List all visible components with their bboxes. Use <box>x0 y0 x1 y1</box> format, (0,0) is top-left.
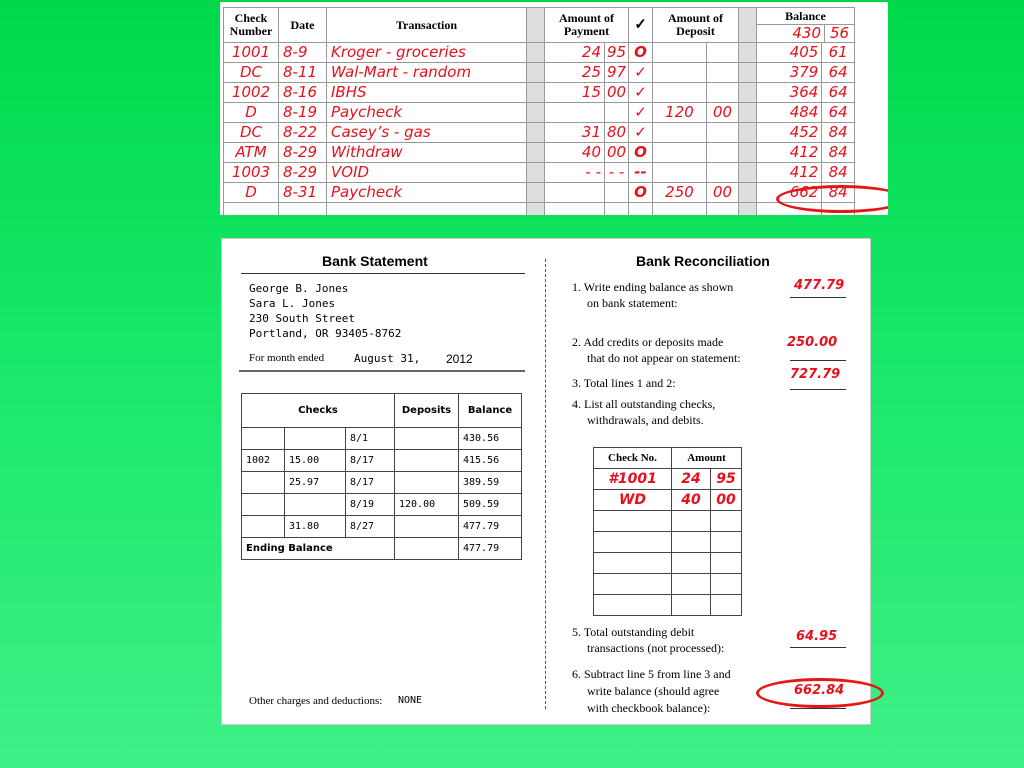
outstanding-cell-c <box>711 574 742 595</box>
divider <box>239 370 525 372</box>
register-cell-bal-c: 61 <box>822 43 855 63</box>
step5-line1: 5. Total outstanding debit <box>572 625 695 639</box>
register-cell-bal-c: 64 <box>822 63 855 83</box>
statement-row <box>242 450 522 472</box>
statement-cell-balance: 477.79 <box>459 516 522 538</box>
statement-body <box>242 428 522 538</box>
ending-balance-value: 477.79 <box>459 538 522 560</box>
statement-row <box>242 516 522 538</box>
register-cell-desc: Withdraw <box>327 143 527 163</box>
register-cell-pay-d: 25 <box>545 63 605 83</box>
register-cell-pay-d <box>545 183 605 203</box>
statement-cell-num <box>242 516 285 538</box>
header-balance: Balance <box>459 394 522 428</box>
register-cell-pay-d: - - <box>545 163 605 183</box>
register-cell-date: 8-11 <box>279 63 327 83</box>
step2-line1: 2. Add credits or deposits made <box>572 335 724 349</box>
gray-spacer <box>527 123 545 143</box>
register-cell-dep-c <box>707 163 739 183</box>
register-cell-pay-c: 00 <box>605 143 629 163</box>
register-cell-dep-d <box>653 43 707 63</box>
answer-line2: 250.00 <box>787 335 838 350</box>
step6-line1: 6. Subtract line 5 from line 3 and <box>572 667 731 681</box>
other-charges-value: NONE <box>398 695 423 706</box>
register-cell-desc: Kroger - groceries <box>327 43 527 63</box>
register-cell-dep-c <box>707 63 739 83</box>
gray-spacer <box>739 8 757 43</box>
header-amount: Amount <box>672 448 742 469</box>
statement-cell-amount <box>285 428 346 450</box>
statement-title: Bank Statement <box>322 253 428 269</box>
register-cell-dep-c: 00 <box>707 103 739 123</box>
header-balance: Balance 430 56 <box>757 8 855 43</box>
outstanding-cell-c: 95 <box>711 469 742 490</box>
register-cell-mark: O <box>629 143 653 163</box>
outstanding-cell-d <box>672 532 711 553</box>
statement-row <box>242 494 522 516</box>
statement-cell-num <box>242 472 285 494</box>
statement-row <box>242 428 522 450</box>
answer-line <box>790 389 846 390</box>
answer-line6: 662.84 <box>794 683 845 698</box>
header-deposits: Deposits <box>395 394 459 428</box>
register-cell-bal-c: 84 <box>822 123 855 143</box>
register-row <box>224 103 855 123</box>
outstanding-table <box>593 447 742 616</box>
register-cell-mark: ✓ <box>629 103 653 123</box>
gray-spacer <box>739 63 757 83</box>
statement-year: 2012 <box>446 352 473 366</box>
header-payment: Amount of Payment <box>545 8 629 43</box>
header-check-mark: ✓ <box>629 8 653 43</box>
gray-spacer <box>739 163 757 183</box>
empty-cell <box>739 203 757 216</box>
address-line-1: George B. Jones <box>249 282 349 295</box>
statement-cell-deposit <box>395 516 459 538</box>
statement-cell-deposit <box>395 428 459 450</box>
statement-cell-balance: 415.56 <box>459 450 522 472</box>
empty-cell <box>527 203 545 216</box>
empty-cell <box>279 203 327 216</box>
gray-spacer <box>527 43 545 63</box>
answer-highlight-oval <box>756 678 884 708</box>
register-table <box>223 7 855 215</box>
answer-line <box>790 297 846 298</box>
register-cell-pay-c: 80 <box>605 123 629 143</box>
register-cell-check: 1001 <box>224 43 279 63</box>
register-cell-date: 8-22 <box>279 123 327 143</box>
outstanding-cell-c: 00 <box>711 490 742 511</box>
gray-spacer <box>527 8 545 43</box>
statement-cell-amount: 15.00 <box>285 450 346 472</box>
check-register <box>220 2 888 215</box>
register-cell-dep-d: 120 <box>653 103 707 123</box>
statement-cell-date: 8/27 <box>346 516 395 538</box>
step3: 3. Total lines 1 and 2: <box>572 376 676 390</box>
empty-cell <box>327 203 527 216</box>
other-charges-label: Other charges and deductions: <box>249 695 383 707</box>
outstanding-cell-no <box>594 595 672 616</box>
register-cell-check: DC <box>224 63 279 83</box>
register-cell-dep-d <box>653 123 707 143</box>
register-cell-bal-d: 452 <box>757 123 822 143</box>
register-cell-check: D <box>224 103 279 123</box>
header-date: Date <box>279 8 327 43</box>
register-cell-pay-d: 31 <box>545 123 605 143</box>
register-cell-bal-c: 84 <box>822 143 855 163</box>
gray-spacer <box>739 143 757 163</box>
register-cell-pay-c: - - <box>605 163 629 183</box>
gray-spacer <box>527 83 545 103</box>
register-cell-bal-c: 84 <box>822 183 855 203</box>
gray-spacer <box>527 183 545 203</box>
header-checks: Checks <box>242 394 395 428</box>
register-cell-desc: Paycheck <box>327 103 527 123</box>
statement-cell-deposit <box>395 472 459 494</box>
register-cell-date: 8-9 <box>279 43 327 63</box>
step2-line2: that do not appear on statement: <box>587 351 741 365</box>
outstanding-cell-no <box>594 532 672 553</box>
outstanding-cell-d <box>672 553 711 574</box>
statement-cell-amount <box>285 494 346 516</box>
empty-cell <box>629 203 653 216</box>
register-cell-dep-c: 00 <box>707 183 739 203</box>
statement-table <box>241 393 522 560</box>
address-line-3: 230 South Street <box>249 312 355 325</box>
register-cell-pay-d: 15 <box>545 83 605 103</box>
header-check-number: Check Number <box>224 8 279 43</box>
gray-spacer <box>739 103 757 123</box>
gray-spacer <box>739 123 757 143</box>
register-cell-pay-c: 97 <box>605 63 629 83</box>
register-cell-bal-c: 64 <box>822 103 855 123</box>
register-cell-dep-d <box>653 163 707 183</box>
outstanding-row <box>594 574 742 595</box>
ending-balance-label: Ending Balance <box>242 538 395 560</box>
register-cell-check: DC <box>224 123 279 143</box>
empty-cell <box>224 203 279 216</box>
reconciliation-title: Bank Reconciliation <box>636 253 770 269</box>
outstanding-body <box>594 469 742 616</box>
answer-line1: 477.79 <box>794 278 845 293</box>
statement-cell-balance: 430.56 <box>459 428 522 450</box>
gray-spacer <box>527 103 545 123</box>
answer-line <box>790 360 846 361</box>
answer-line5: 64.95 <box>796 629 838 644</box>
outstanding-cell-c <box>711 511 742 532</box>
register-cell-pay-d: 24 <box>545 43 605 63</box>
outstanding-row <box>594 469 742 490</box>
statement-cell-balance: 509.59 <box>459 494 522 516</box>
register-cell-bal-d: 379 <box>757 63 822 83</box>
register-row <box>224 123 855 143</box>
register-cell-desc: Wal-Mart - random <box>327 63 527 83</box>
statement-cell-deposit: 120.00 <box>395 494 459 516</box>
gray-spacer <box>739 83 757 103</box>
header-transaction: Transaction <box>327 8 527 43</box>
register-cell-dep-c <box>707 83 739 103</box>
register-cell-date: 8-31 <box>279 183 327 203</box>
register-cell-pay-c <box>605 103 629 123</box>
register-row <box>224 163 855 183</box>
statement-row <box>242 472 522 494</box>
column-separator <box>545 259 546 709</box>
month-label: For month ended <box>249 352 325 364</box>
register-cell-mark: -- <box>629 163 653 183</box>
gray-spacer <box>527 143 545 163</box>
step6-line3: with checkbook balance): <box>587 701 711 715</box>
header-check-no: Check No. <box>594 448 672 469</box>
register-cell-bal-c: 84 <box>822 163 855 183</box>
outstanding-cell-d: 24 <box>672 469 711 490</box>
outstanding-cell-d: 40 <box>672 490 711 511</box>
statement-cell-date: 8/1 <box>346 428 395 450</box>
register-row <box>224 63 855 83</box>
empty-cell <box>707 203 739 216</box>
register-row <box>224 143 855 163</box>
statement-cell-deposit <box>395 450 459 472</box>
statement-cell-num: 1002 <box>242 450 285 472</box>
outstanding-cell-no: WD <box>594 490 672 511</box>
register-header-row <box>224 8 855 43</box>
register-cell-desc: Casey’s - gas <box>327 123 527 143</box>
outstanding-cell-d <box>672 574 711 595</box>
outstanding-row <box>594 595 742 616</box>
register-cell-mark: ✓ <box>629 83 653 103</box>
outstanding-cell-no <box>594 553 672 574</box>
starting-balance: 430 56 <box>757 25 854 42</box>
answer-line <box>790 708 846 709</box>
statement-cell-date: 8/17 <box>346 472 395 494</box>
register-cell-check: ATM <box>224 143 279 163</box>
register-cell-check: 1002 <box>224 83 279 103</box>
step4-line1: 4. List all outstanding checks, <box>572 397 716 411</box>
register-cell-check: D <box>224 183 279 203</box>
outstanding-cell-c <box>711 553 742 574</box>
register-cell-pay-d <box>545 103 605 123</box>
step4-line2: withdrawals, and debits. <box>587 413 704 427</box>
register-cell-dep-c <box>707 123 739 143</box>
address-line-2: Sara L. Jones <box>249 297 336 310</box>
outstanding-row <box>594 490 742 511</box>
bank-statement-panel <box>221 238 871 725</box>
register-cell-dep-d: 250 <box>653 183 707 203</box>
register-cell-mark: O <box>629 183 653 203</box>
register-row-empty <box>224 203 855 216</box>
outstanding-cell-d <box>672 595 711 616</box>
register-cell-pay-c: 00 <box>605 83 629 103</box>
gray-spacer <box>527 63 545 83</box>
statement-cell-date: 8/17 <box>346 450 395 472</box>
empty-cell <box>545 203 605 216</box>
register-cell-pay-d: 40 <box>545 143 605 163</box>
statement-cell-date: 8/19 <box>346 494 395 516</box>
statement-cell-num <box>242 494 285 516</box>
register-cell-bal-d: 662 <box>757 183 822 203</box>
gray-spacer <box>527 163 545 183</box>
register-cell-bal-d: 412 <box>757 163 822 183</box>
outstanding-cell-no: #1001 <box>594 469 672 490</box>
outstanding-cell-c <box>711 595 742 616</box>
outstanding-cell-c <box>711 532 742 553</box>
outstanding-cell-d <box>672 511 711 532</box>
statement-cell-balance: 389.59 <box>459 472 522 494</box>
divider <box>241 273 525 274</box>
step5-line2: transactions (not processed): <box>587 641 725 655</box>
register-cell-dep-c <box>707 143 739 163</box>
statement-cell-amount: 31.80 <box>285 516 346 538</box>
register-cell-bal-d: 412 <box>757 143 822 163</box>
register-cell-dep-c <box>707 43 739 63</box>
outstanding-row <box>594 553 742 574</box>
register-cell-bal-d: 484 <box>757 103 822 123</box>
statement-cell-num <box>242 428 285 450</box>
register-cell-date: 8-16 <box>279 83 327 103</box>
gray-spacer <box>739 183 757 203</box>
empty-cell <box>653 203 707 216</box>
register-cell-mark: O <box>629 43 653 63</box>
header-deposit: Amount of Deposit <box>653 8 739 43</box>
outstanding-cell-no <box>594 574 672 595</box>
register-cell-desc: Paycheck <box>327 183 527 203</box>
register-cell-bal-c: 64 <box>822 83 855 103</box>
month-value: August 31, <box>354 352 421 365</box>
register-cell-dep-d <box>653 63 707 83</box>
step1-line1: 1. Write ending balance as shown <box>572 280 734 294</box>
step1-line2: on bank statement: <box>587 296 678 310</box>
answer-line <box>790 647 846 648</box>
ending-balance-empty <box>395 538 459 560</box>
empty-cell <box>605 203 629 216</box>
register-cell-desc: IBHS <box>327 83 527 103</box>
register-cell-desc: VOID <box>327 163 527 183</box>
register-cell-dep-d <box>653 83 707 103</box>
register-cell-bal-d: 405 <box>757 43 822 63</box>
register-row <box>224 183 855 203</box>
outstanding-cell-no <box>594 511 672 532</box>
register-cell-bal-d: 364 <box>757 83 822 103</box>
outstanding-row <box>594 532 742 553</box>
step6-line2: write balance (should agree <box>587 684 720 698</box>
answer-line3: 727.79 <box>790 367 841 382</box>
gray-spacer <box>739 43 757 63</box>
register-cell-pay-c: 95 <box>605 43 629 63</box>
register-body <box>224 43 855 216</box>
register-cell-pay-c <box>605 183 629 203</box>
register-cell-mark: ✓ <box>629 123 653 143</box>
outstanding-row <box>594 511 742 532</box>
register-row <box>224 43 855 63</box>
register-cell-date: 8-29 <box>279 143 327 163</box>
register-cell-date: 8-19 <box>279 103 327 123</box>
register-cell-dep-d <box>653 143 707 163</box>
register-cell-check: 1003 <box>224 163 279 183</box>
statement-cell-amount: 25.97 <box>285 472 346 494</box>
register-cell-date: 8-29 <box>279 163 327 183</box>
register-cell-mark: ✓ <box>629 63 653 83</box>
register-row <box>224 83 855 103</box>
address-line-4: Portland, OR 93405-8762 <box>249 327 402 340</box>
